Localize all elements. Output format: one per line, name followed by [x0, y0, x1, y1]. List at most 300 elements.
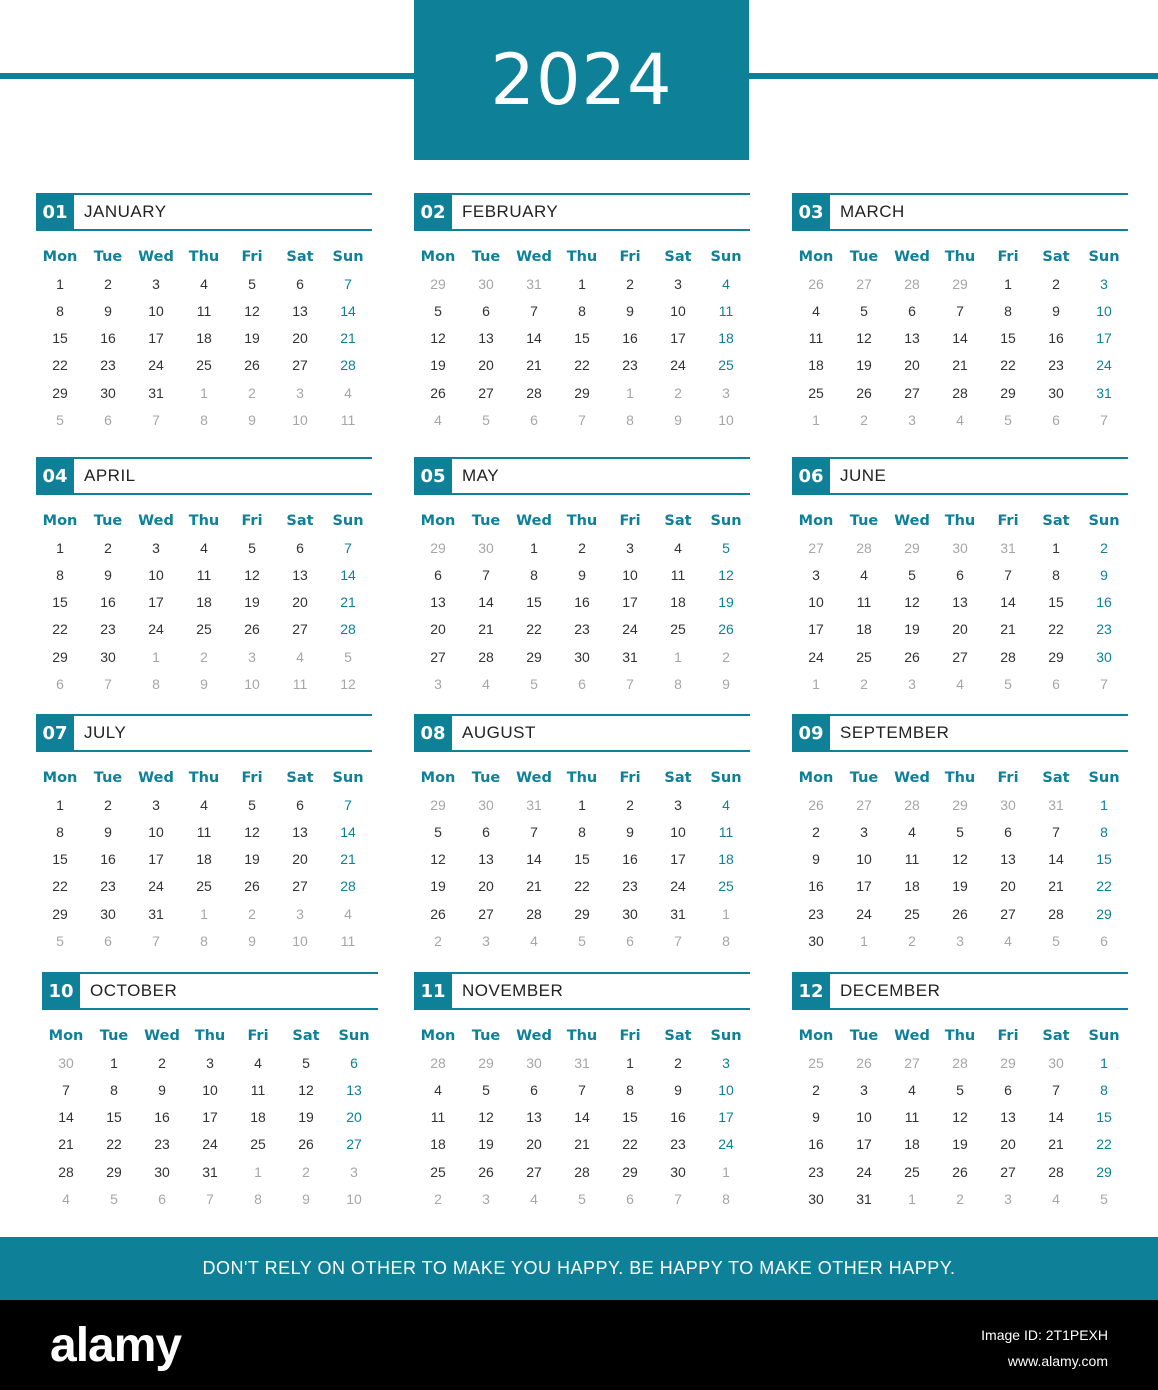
day-cell: 28: [952, 384, 968, 401]
day-cell: 15: [52, 330, 68, 347]
weekday-header-row: [414, 507, 750, 534]
adjacent-day-cell: 2: [434, 1190, 442, 1207]
day-cell: 7: [578, 1081, 586, 1098]
day-cell: 23: [670, 1136, 686, 1153]
week-row: [792, 270, 1128, 297]
weekday-label: Sat: [1042, 1027, 1070, 1044]
day-cell: 12: [244, 823, 260, 840]
day-cell: 28: [574, 1163, 590, 1180]
weekday-label: Sat: [286, 769, 314, 786]
adjacent-day-cell: 5: [1004, 675, 1012, 692]
week-row: [36, 589, 372, 616]
week-row: [36, 352, 372, 379]
day-cell: 17: [856, 878, 872, 895]
adjacent-day-cell: 5: [1052, 932, 1060, 949]
weekday-label: Sat: [664, 769, 692, 786]
day-cell: 15: [622, 1109, 638, 1126]
week-row: [414, 270, 750, 297]
day-cell: 27: [430, 648, 446, 665]
day-cell: 18: [196, 851, 212, 868]
day-cell: 25: [196, 621, 212, 638]
day-cell: 17: [670, 330, 686, 347]
adjacent-day-cell: 29: [478, 1054, 494, 1071]
day-cell: 8: [56, 566, 64, 583]
day-cell: 4: [434, 1081, 442, 1098]
day-cell: 30: [622, 905, 638, 922]
day-cell: 16: [1048, 330, 1064, 347]
day-cell: 18: [430, 1136, 446, 1153]
week-row: [36, 297, 372, 324]
month-header: [36, 457, 372, 495]
day-cell: 3: [152, 539, 160, 556]
day-grid: [42, 1022, 378, 1212]
weekday-label: Sat: [1042, 248, 1070, 265]
day-cell: 15: [1096, 851, 1112, 868]
day-cell: 13: [1000, 1109, 1016, 1126]
day-cell: 26: [244, 878, 260, 895]
week-row: [792, 1158, 1128, 1185]
day-cell: 29: [52, 648, 68, 665]
weekday-label: Sun: [338, 1027, 370, 1044]
day-cell: 26: [904, 648, 920, 665]
adjacent-day-cell: 8: [722, 932, 730, 949]
week-row: [792, 1076, 1128, 1103]
weekday-label: Mon: [798, 1027, 834, 1044]
day-cell: 24: [718, 1136, 734, 1153]
day-cell: 9: [1100, 566, 1108, 583]
day-cell: 18: [196, 330, 212, 347]
adjacent-day-cell: 6: [1052, 411, 1060, 428]
week-row: [792, 561, 1128, 588]
week-row: [792, 873, 1128, 900]
day-cell: 17: [856, 1136, 872, 1153]
day-cell: 9: [1052, 302, 1060, 319]
day-cell: 25: [808, 384, 824, 401]
week-row: [36, 670, 372, 697]
weekday-label: Thu: [566, 512, 598, 529]
day-cell: 18: [856, 621, 872, 638]
adjacent-day-cell: 2: [860, 411, 868, 428]
month-header: [792, 457, 1128, 495]
weekday-label: Mon: [42, 512, 78, 529]
day-cell: 29: [52, 905, 68, 922]
weekday-label: Sat: [286, 512, 314, 529]
weekday-label: Sat: [1042, 769, 1070, 786]
day-cell: 20: [952, 621, 968, 638]
day-cell: 16: [670, 1109, 686, 1126]
month-header: [414, 457, 750, 495]
day-cell: 17: [148, 594, 164, 611]
day-cell: 1: [56, 539, 64, 556]
day-cell: 11: [718, 302, 734, 319]
weekday-label: Mon: [420, 512, 456, 529]
day-cell: 13: [526, 1109, 542, 1126]
weekday-label: Wed: [894, 1027, 930, 1044]
adjacent-day-cell: 5: [1100, 1190, 1108, 1207]
weekday-label: Tue: [471, 769, 501, 786]
day-cell: 26: [244, 621, 260, 638]
day-cell: 2: [1100, 539, 1108, 556]
day-cell: 5: [908, 566, 916, 583]
day-cell: 5: [956, 823, 964, 840]
day-cell: 10: [148, 823, 164, 840]
month-name: MAY: [462, 466, 500, 485]
adjacent-day-cell: 11: [340, 411, 356, 428]
adjacent-day-cell: 4: [530, 1190, 538, 1207]
month-name: FEBRUARY: [462, 202, 559, 221]
month-header: [792, 714, 1128, 752]
day-cell: 6: [296, 539, 304, 556]
week-row: [36, 406, 372, 433]
week-row: [792, 791, 1128, 818]
weekday-label: Sun: [332, 512, 364, 529]
day-cell: 21: [1048, 878, 1064, 895]
day-cell: 11: [430, 1109, 446, 1126]
day-cell: 13: [430, 594, 446, 611]
weekday-header-row: [36, 764, 372, 791]
day-cell: 9: [104, 302, 112, 319]
day-cell: 12: [430, 851, 446, 868]
adjacent-day-cell: 2: [956, 1190, 964, 1207]
adjacent-day-cell: 4: [296, 648, 304, 665]
day-cell: 29: [1096, 1163, 1112, 1180]
week-row: [792, 379, 1128, 406]
day-cell: 28: [1048, 1163, 1064, 1180]
weekday-label: Fri: [241, 769, 263, 786]
week-row: [414, 325, 750, 352]
day-cell: 3: [674, 796, 682, 813]
weekday-header-row: [792, 243, 1128, 270]
day-cell: 14: [1048, 1109, 1064, 1126]
day-cell: 30: [154, 1163, 170, 1180]
adjacent-day-cell: 3: [956, 932, 964, 949]
day-cell: 23: [100, 357, 116, 374]
weekday-label: Sun: [710, 769, 742, 786]
weekday-header-row: [36, 243, 372, 270]
week-row: [414, 1131, 750, 1158]
month-number: 09: [792, 714, 830, 752]
day-cell: 16: [100, 594, 116, 611]
day-cell: 17: [718, 1109, 734, 1126]
adjacent-day-cell: 10: [718, 411, 734, 428]
day-cell: 13: [292, 566, 308, 583]
week-row: [414, 297, 750, 324]
day-cell: 28: [340, 621, 356, 638]
day-cell: 5: [860, 302, 868, 319]
adjacent-day-cell: 4: [344, 384, 352, 401]
day-cell: 19: [952, 1136, 968, 1153]
week-row: [42, 1185, 378, 1212]
adjacent-day-cell: 27: [808, 539, 824, 556]
adjacent-day-cell: 28: [904, 796, 920, 813]
adjacent-day-cell: 4: [956, 675, 964, 692]
weekday-header-row: [36, 507, 372, 534]
day-cell: 8: [530, 566, 538, 583]
day-cell: 18: [196, 594, 212, 611]
adjacent-day-cell: 8: [674, 675, 682, 692]
adjacent-day-cell: 6: [158, 1190, 166, 1207]
adjacent-day-cell: 1: [908, 1190, 916, 1207]
adjacent-day-cell: 25: [808, 1054, 824, 1071]
day-cell: 23: [622, 878, 638, 895]
day-cell: 2: [812, 1081, 820, 1098]
day-cell: 18: [250, 1109, 266, 1126]
day-cell: 8: [110, 1081, 118, 1098]
adjacent-day-cell: 1: [626, 384, 634, 401]
day-cell: 7: [956, 302, 964, 319]
week-row: [792, 1131, 1128, 1158]
day-cell: 29: [574, 905, 590, 922]
week-row: [414, 406, 750, 433]
adjacent-day-cell: 5: [344, 648, 352, 665]
adjacent-day-cell: 9: [200, 675, 208, 692]
adjacent-day-cell: 9: [674, 411, 682, 428]
adjacent-day-cell: 1: [722, 905, 730, 922]
week-row: [414, 643, 750, 670]
day-cell: 29: [52, 384, 68, 401]
day-cell: 10: [202, 1081, 218, 1098]
day-cell: 24: [148, 357, 164, 374]
day-cell: 30: [100, 384, 116, 401]
day-cell: 23: [100, 621, 116, 638]
weekday-label: Wed: [144, 1027, 180, 1044]
adjacent-day-cell: 6: [1100, 932, 1108, 949]
adjacent-day-cell: 3: [482, 932, 490, 949]
day-cell: 9: [578, 566, 586, 583]
day-cell: 8: [626, 1081, 634, 1098]
day-cell: 15: [52, 594, 68, 611]
day-cell: 26: [856, 384, 872, 401]
day-cell: 22: [1096, 1136, 1112, 1153]
day-cell: 12: [244, 302, 260, 319]
weekday-label: Sun: [1088, 512, 1120, 529]
day-cell: 14: [1000, 594, 1016, 611]
adjacent-day-cell: 3: [350, 1163, 358, 1180]
adjacent-day-cell: 1: [152, 648, 160, 665]
week-row: [792, 589, 1128, 616]
day-cell: 22: [1096, 878, 1112, 895]
day-cell: 2: [812, 823, 820, 840]
day-cell: 26: [952, 1163, 968, 1180]
day-cell: 15: [574, 330, 590, 347]
adjacent-day-cell: 2: [908, 932, 916, 949]
adjacent-day-cell: 27: [856, 796, 872, 813]
day-cell: 5: [248, 539, 256, 556]
month-name: DECEMBER: [840, 981, 941, 1000]
weekday-label: Thu: [566, 248, 598, 265]
adjacent-day-cell: 5: [110, 1190, 118, 1207]
month-name: AUGUST: [462, 723, 536, 742]
adjacent-day-cell: 7: [674, 932, 682, 949]
adjacent-day-cell: 2: [434, 932, 442, 949]
week-row: [42, 1158, 378, 1185]
day-cell: 2: [104, 796, 112, 813]
day-cell: 23: [154, 1136, 170, 1153]
weekday-label: Sun: [710, 512, 742, 529]
week-row: [792, 1049, 1128, 1076]
adjacent-day-cell: 4: [344, 905, 352, 922]
weekday-label: Sun: [332, 769, 364, 786]
day-cell: 8: [56, 302, 64, 319]
adjacent-day-cell: 30: [478, 539, 494, 556]
day-cell: 5: [434, 302, 442, 319]
day-cell: 3: [860, 1081, 868, 1098]
day-cell: 23: [1048, 357, 1064, 374]
day-cell: 9: [104, 823, 112, 840]
weekday-label: Tue: [93, 769, 123, 786]
day-cell: 4: [674, 539, 682, 556]
adjacent-day-cell: 7: [674, 1190, 682, 1207]
week-row: [414, 791, 750, 818]
day-cell: 21: [526, 878, 542, 895]
day-cell: 29: [574, 384, 590, 401]
weekday-label: Fri: [619, 769, 641, 786]
day-cell: 8: [1100, 823, 1108, 840]
day-cell: 14: [340, 566, 356, 583]
day-cell: 21: [340, 330, 356, 347]
month-may: [414, 457, 750, 697]
day-cell: 31: [670, 905, 686, 922]
day-cell: 28: [526, 905, 542, 922]
day-cell: 16: [574, 594, 590, 611]
weekday-header-row: [414, 764, 750, 791]
adjacent-day-cell: 4: [956, 411, 964, 428]
month-number: 06: [792, 457, 830, 495]
day-cell: 4: [200, 539, 208, 556]
month-number: 01: [36, 193, 74, 231]
adjacent-day-cell: 26: [808, 796, 824, 813]
day-cell: 26: [430, 384, 446, 401]
month-february: [414, 193, 750, 433]
week-row: [414, 670, 750, 697]
day-cell: 16: [622, 330, 638, 347]
month-number: 07: [36, 714, 74, 752]
day-cell: 29: [526, 648, 542, 665]
day-cell: 14: [952, 330, 968, 347]
day-grid: [36, 764, 372, 954]
day-cell: 16: [1096, 594, 1112, 611]
day-cell: 31: [202, 1163, 218, 1180]
weekday-label: Sat: [664, 1027, 692, 1044]
day-cell: 8: [578, 302, 586, 319]
weekday-label: Tue: [93, 512, 123, 529]
day-cell: 23: [1096, 621, 1112, 638]
day-cell: 20: [904, 357, 920, 374]
month-header: [414, 193, 750, 231]
day-cell: 15: [1000, 330, 1016, 347]
adjacent-day-cell: 3: [248, 648, 256, 665]
day-cell: 25: [904, 905, 920, 922]
day-cell: 24: [1096, 357, 1112, 374]
adjacent-day-cell: 4: [530, 932, 538, 949]
adjacent-day-cell: 28: [952, 1054, 968, 1071]
day-cell: 7: [344, 796, 352, 813]
week-row: [792, 616, 1128, 643]
day-cell: 12: [298, 1081, 314, 1098]
weekday-label: Fri: [619, 1027, 641, 1044]
month-header: [792, 972, 1128, 1010]
day-cell: 23: [808, 905, 824, 922]
weekday-label: Fri: [997, 1027, 1019, 1044]
day-grid: [36, 243, 372, 433]
week-row: [36, 846, 372, 873]
adjacent-day-cell: 29: [1000, 1054, 1016, 1071]
month-name: OCTOBER: [90, 981, 178, 1000]
day-cell: 20: [526, 1136, 542, 1153]
day-cell: 18: [904, 1136, 920, 1153]
weekday-label: Wed: [516, 769, 552, 786]
day-cell: 28: [478, 648, 494, 665]
day-cell: 1: [1100, 796, 1108, 813]
adjacent-day-cell: 6: [626, 932, 634, 949]
day-cell: 3: [206, 1054, 214, 1071]
day-cell: 28: [1048, 905, 1064, 922]
day-cell: 11: [904, 1109, 920, 1126]
adjacent-day-cell: 29: [952, 796, 968, 813]
week-row: [36, 873, 372, 900]
weekday-label: Fri: [241, 512, 263, 529]
day-cell: 12: [244, 566, 260, 583]
year-title: 2024: [414, 0, 749, 160]
weekday-label: Thu: [188, 769, 220, 786]
adjacent-day-cell: 3: [296, 905, 304, 922]
adjacent-day-cell: 30: [478, 275, 494, 292]
day-cell: 12: [952, 851, 968, 868]
month-header: [36, 193, 372, 231]
day-cell: 27: [952, 648, 968, 665]
day-cell: 2: [104, 539, 112, 556]
day-cell: 22: [622, 1136, 638, 1153]
week-row: [36, 900, 372, 927]
day-cell: 20: [292, 851, 308, 868]
weekday-label: Tue: [849, 512, 879, 529]
adjacent-day-cell: 8: [200, 411, 208, 428]
day-cell: 14: [340, 823, 356, 840]
day-cell: 4: [254, 1054, 262, 1071]
adjacent-day-cell: 11: [292, 675, 308, 692]
day-cell: 31: [856, 1190, 872, 1207]
day-grid: [414, 1022, 750, 1212]
day-cell: 1: [578, 796, 586, 813]
day-cell: 19: [244, 594, 260, 611]
day-cell: 24: [670, 878, 686, 895]
adjacent-day-cell: 10: [292, 932, 308, 949]
day-cell: 11: [856, 594, 872, 611]
day-cell: 25: [670, 621, 686, 638]
header-rule-left: [0, 73, 414, 79]
day-cell: 6: [956, 566, 964, 583]
day-cell: 9: [626, 302, 634, 319]
month-number: 04: [36, 457, 74, 495]
day-cell: 24: [148, 621, 164, 638]
day-cell: 30: [100, 905, 116, 922]
month-name: SEPTEMBER: [840, 723, 950, 742]
adjacent-day-cell: 30: [58, 1054, 74, 1071]
day-cell: 14: [340, 302, 356, 319]
adjacent-day-cell: 8: [254, 1190, 262, 1207]
day-cell: 12: [952, 1109, 968, 1126]
week-row: [42, 1131, 378, 1158]
day-cell: 11: [250, 1081, 266, 1098]
day-cell: 6: [482, 302, 490, 319]
weekday-label: Thu: [188, 248, 220, 265]
day-cell: 25: [430, 1163, 446, 1180]
weekday-header-row: [414, 243, 750, 270]
day-cell: 15: [1048, 594, 1064, 611]
day-cell: 27: [478, 905, 494, 922]
day-cell: 1: [56, 275, 64, 292]
month-header: [792, 193, 1128, 231]
